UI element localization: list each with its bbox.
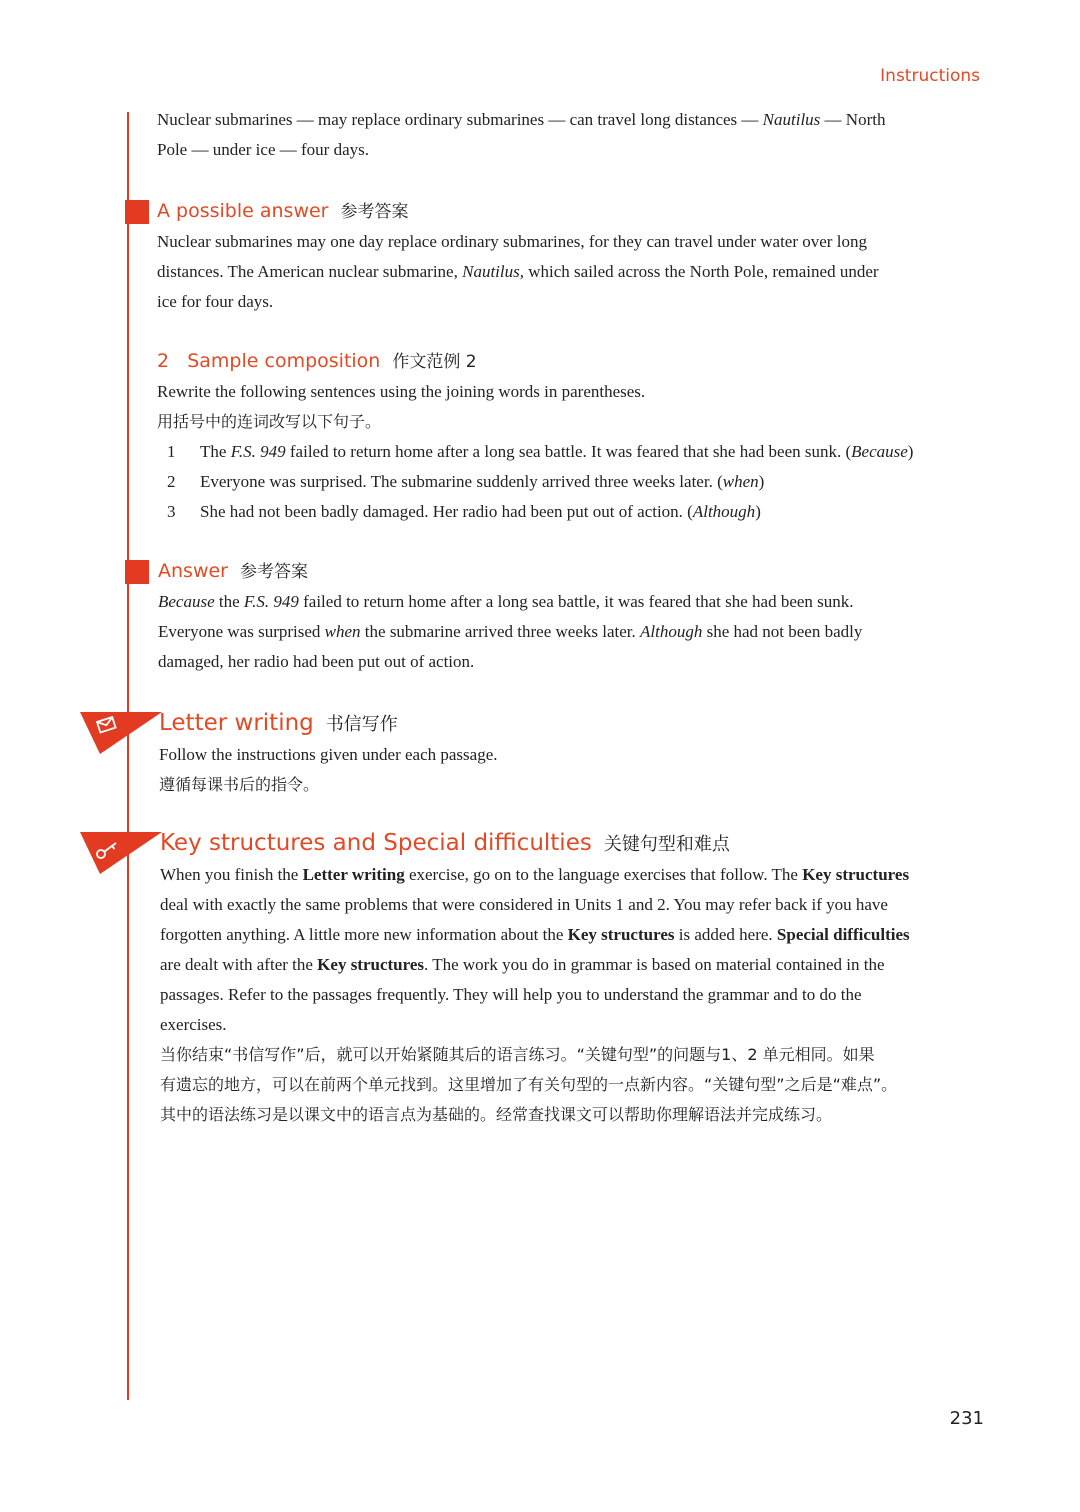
sample-composition-heading: 2 Sample composition 作文范例 2: [157, 350, 477, 372]
possible-answer-section: A possible answer 参考答案 Nuclear submarines may one day replace ordinary submarines, for they can travel under water over long distances. The American nuclear submarine, Nautilus, which sailed across the North Pole, remained under ice for four days.: [157, 195, 987, 317]
page-number: 231: [949, 1408, 984, 1429]
sample-composition-section: 2 Sample composition 作文范例 2 Rewrite the following sentences using the joining words in parentheses. 用括号中的连词改写以下句子。 1 The F.S. 949 failed to return home after a long sea battle. It was feared that she had been sunk. (Because) 2 Everyone was surprised. The submarine suddenly arrived three weeks later. (when) 3 She had not been badly damaged. Her radio had been put out of action. (Although): [157, 345, 987, 527]
letter-writing-section: Letter writing 书信写作 Follow the instructions given under each passage. 遵循每课书后的指令。: [159, 706, 989, 800]
intro-line-2: Pole — under ice — four days.: [157, 140, 369, 159]
sentence-list: [157, 437, 987, 527]
running-head: Instructions: [880, 66, 980, 86]
list-item: 3 She had not been badly damaged. Her radio had been put out of action. (Although): [167, 502, 761, 521]
possible-answer-heading: A possible answer 参考答案: [157, 200, 409, 222]
envelope-icon: [80, 712, 162, 754]
list-item: 1 The F.S. 949 failed to return home after a long sea battle. It was feared that she had been sunk. (Because): [167, 442, 914, 461]
key-structures-section: Key structures and Special difficulties 关键句型和难点 When you finish the Letter writing exercise, go on to the language exercises that follow. The Key structures deal with exactly the same problems that were considered in Units 1 and 2. You may refer back if you have forgotten anything. A little more new information about the Key structures is added here. Special difficulties are dealt with after the Key structures. The work you do in grammar is based on material contained in the passages. Refer to the passages frequently. They will help you to understand the grammar and to do the exercises. 当你结束“书信写作”后，就可以开始紧随其后的语言练习。“关键句型”的问题与1、2 单元相同。如果 有遗忘的地方，可以在前两个单元找到。这里增加了有关句型的一点新内容。“关键句型”之后是“难点”。 其中的语法练习是以课文中的语言点为基础的。经常查找课文可以帮助你理解语法并完成练习。: [160, 826, 990, 1130]
key-icon: [80, 832, 162, 874]
list-item: 2 Everyone was surprised. The submarine suddenly arrived three weeks later. (when): [167, 472, 765, 491]
letter-writing-heading: Letter writing 书信写作: [159, 710, 398, 736]
section-marker: [125, 200, 149, 224]
answer-section: Answer 参考答案 Because the F.S. 949 failed to return home after a long sea battle, it was feared that she had been sunk. Everyone was surprised when the submarine arrived three weeks later. Although she had not been badly damaged, her radio had been put out of action.: [158, 555, 988, 677]
section-marker: [125, 560, 149, 584]
intro-line-1: Nuclear submarines — may replace ordinary submarines — can travel long distances — Nautilus — North: [157, 110, 886, 129]
margin-rule: [127, 112, 129, 1400]
key-structures-heading: Key structures and Special difficulties 关键句型和难点: [160, 830, 730, 856]
intro-notes: [157, 105, 987, 165]
answer-heading: Answer 参考答案: [158, 560, 308, 582]
